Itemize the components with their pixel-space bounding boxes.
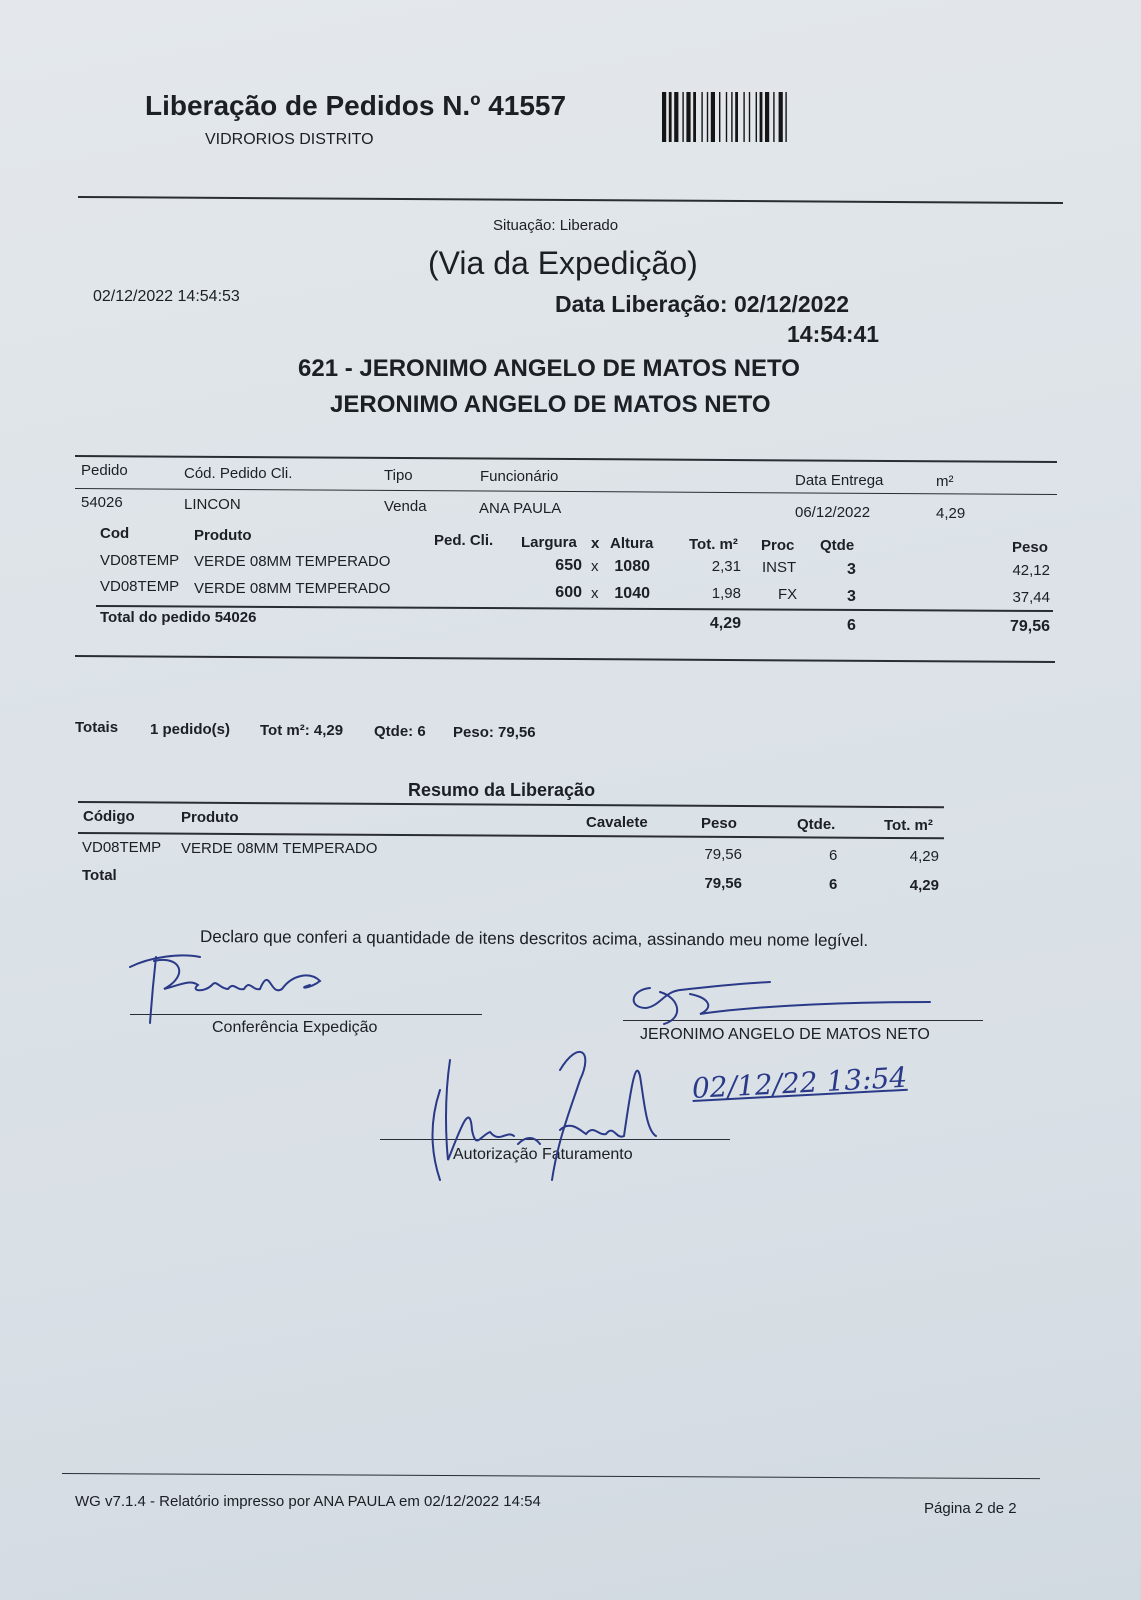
col-m2: m² — [936, 473, 954, 490]
summary-tot-m2: 4,29 — [909, 848, 939, 865]
order-bottom-rule — [75, 655, 1055, 663]
release-time: 14:54:41 — [787, 321, 880, 347]
handwritten-date: 02/12/22 13:54 — [691, 1060, 908, 1105]
signature-label-cliente: JERONIMO ANGELO DE MATOS NETO — [640, 1026, 930, 1043]
col-qtde: Qtde — [820, 537, 855, 554]
order-header-rule — [75, 488, 1057, 495]
summary-peso: 79,56 — [704, 846, 742, 863]
order-total-label: Total do pedido 54026 — [100, 609, 257, 626]
tipo-value: Venda — [384, 498, 427, 515]
col-peso: Peso — [1012, 539, 1048, 556]
item-tot-m2: 1,98 — [711, 585, 741, 602]
totals-qtde: Qtde: 6 — [374, 723, 426, 740]
item-cod: VD08TEMP — [100, 552, 180, 569]
barcode — [662, 92, 840, 144]
signature-scribble-cliente — [620, 978, 940, 1038]
col-altura: Altura — [610, 535, 654, 552]
order-top-rule — [75, 455, 1057, 463]
col-tipo: Tipo — [384, 467, 413, 484]
summary-produto: VERDE 08MM TEMPERADO — [181, 840, 378, 857]
col-ped-cli: Ped. Cli. — [434, 532, 494, 549]
col-x: x — [591, 535, 600, 552]
item-proc: FX — [778, 586, 798, 603]
footer-rule — [62, 1473, 1040, 1479]
cod-pedido-cli-value: LINCON — [184, 496, 241, 513]
summary-total-peso: 79,56 — [704, 875, 742, 892]
summary-col-qtde: Qtde. — [797, 816, 836, 833]
item-peso: 37,44 — [1012, 589, 1050, 606]
item-proc: INST — [762, 559, 797, 576]
footer-report-text: WG v7.1.4 - Relatório impresso por ANA PAULA em 02/12/2022 14:54 — [75, 1493, 541, 1510]
release-date: Data Liberação: 02/12/2022 — [555, 291, 850, 317]
item-x: x — [591, 558, 599, 575]
item-peso: 42,12 — [1012, 562, 1050, 579]
totals-pedidos: 1 pedido(s) — [150, 721, 231, 738]
client-code-name: 621 - JERONIMO ANGELO DE MATOS NETO — [298, 355, 800, 382]
summary-col-cavalete: Cavalete — [586, 814, 648, 831]
col-cod: Cod — [100, 525, 130, 542]
document-title: Liberação de Pedidos N.º 41557 — [145, 90, 567, 121]
item-altura: 1040 — [614, 585, 650, 602]
declaration-text: Declaro que conferi a quantidade de itens descritos acima, assinando meu nome legível. — [199, 927, 869, 951]
client-name: JERONIMO ANGELO DE MATOS NETO — [330, 391, 771, 418]
summary-col-codigo: Código — [83, 808, 135, 825]
col-cod-pedido-cli: Cód. Pedido Cli. — [184, 465, 293, 482]
summary-top-rule — [78, 801, 944, 808]
summary-col-produto: Produto — [181, 809, 239, 826]
summary-codigo: VD08TEMP — [82, 839, 162, 856]
signature-scribble-autorizacao — [410, 1040, 680, 1190]
summary-header-rule — [78, 832, 944, 839]
col-data-entrega: Data Entrega — [795, 472, 884, 489]
totals-peso: Peso: 79,56 — [453, 724, 536, 741]
col-tot-m2: Tot. m² — [689, 536, 738, 553]
item-cod: VD08TEMP — [100, 578, 180, 595]
col-pedido: Pedido — [81, 462, 128, 479]
print-timestamp: 02/12/2022 14:54:53 — [93, 288, 240, 305]
totals-label: Totais — [75, 719, 119, 736]
summary-col-tot-m2: Tot. m² — [884, 817, 933, 834]
col-funcionario: Funcionário — [480, 468, 559, 485]
item-produto: VERDE 08MM TEMPERADO — [194, 580, 391, 597]
col-proc: Proc — [761, 537, 795, 554]
item-largura: 600 — [555, 584, 582, 601]
item-largura: 650 — [555, 557, 582, 574]
order-total-peso: 79,56 — [1009, 618, 1050, 635]
item-altura: 1080 — [614, 558, 650, 575]
footer-page-number: Página 2 de 2 — [924, 1500, 1017, 1517]
copy-label: (Via da Expedição) — [428, 245, 698, 281]
totals-m2: Tot m²: 4,29 — [260, 722, 344, 739]
status-text: Situação: Liberado — [493, 217, 619, 234]
summary-total-label: Total — [82, 867, 117, 884]
funcionario-value: ANA PAULA — [479, 500, 562, 517]
summary-col-peso: Peso — [701, 815, 737, 832]
item-x: x — [591, 585, 599, 602]
summary-qtde: 6 — [829, 847, 838, 864]
item-qtde: 3 — [847, 588, 856, 605]
signature-label-autorizacao: Autorização Faturamento — [453, 1146, 633, 1163]
signature-scribble-conferencia — [120, 945, 380, 1025]
signature-label-conferencia: Conferência Expedição — [212, 1019, 378, 1036]
company-name: VIDRORIOS DISTRITO — [205, 131, 374, 148]
m2-value: 4,29 — [936, 505, 966, 522]
item-produto: VERDE 08MM TEMPERADO — [194, 553, 391, 570]
order-total-qtde: 6 — [847, 617, 856, 634]
item-tot-m2: 2,31 — [711, 558, 741, 575]
item-qtde: 3 — [847, 561, 856, 578]
summary-total-tot-m2: 4,29 — [909, 877, 939, 894]
summary-total-qtde: 6 — [829, 876, 838, 893]
header-divider — [78, 196, 1063, 204]
col-largura: Largura — [521, 534, 577, 551]
order-total-m2: 4,29 — [709, 615, 741, 632]
pedido-value: 54026 — [81, 494, 123, 511]
summary-title: Resumo da Liberação — [408, 780, 596, 800]
data-entrega-value: 06/12/2022 — [795, 504, 871, 521]
col-produto: Produto — [194, 527, 252, 544]
